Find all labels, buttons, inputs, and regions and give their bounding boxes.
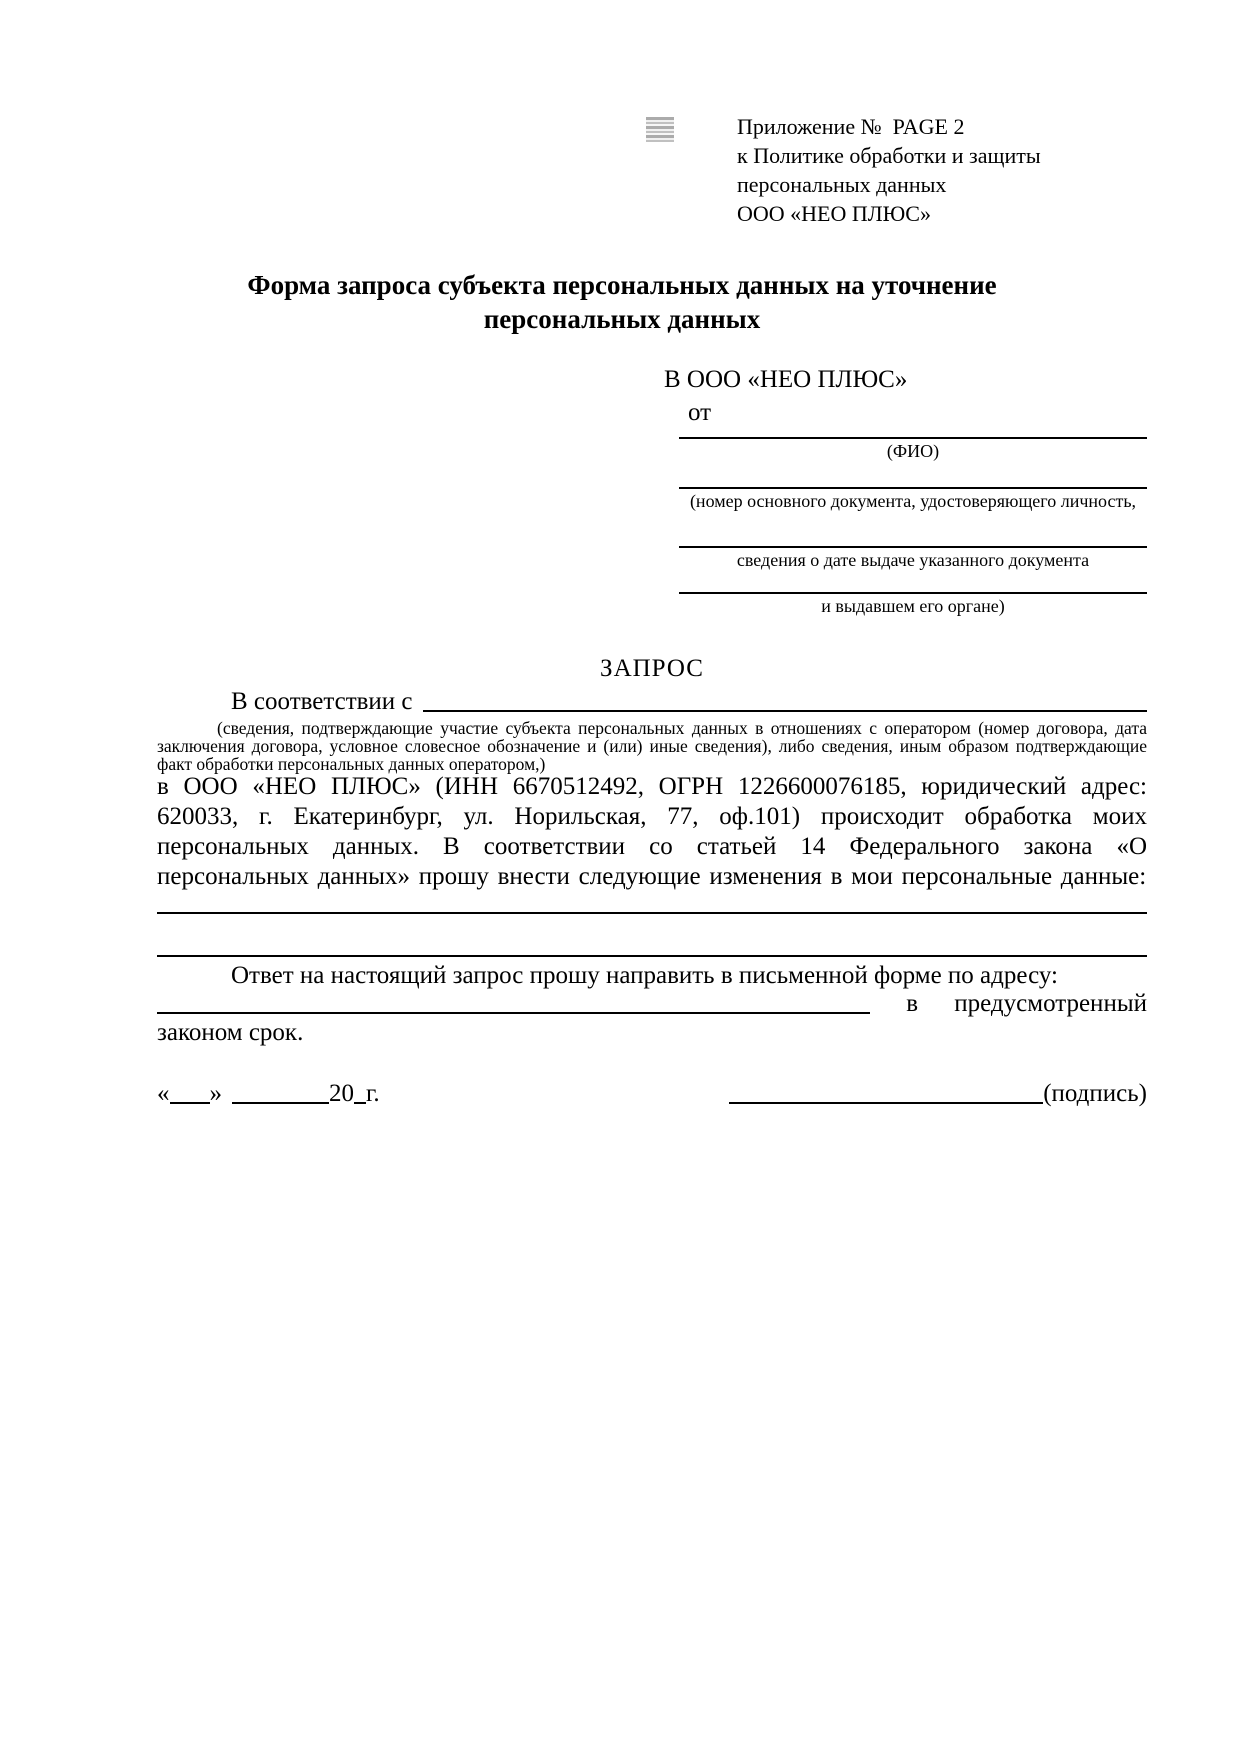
field-doc-issuer-caption: и выдавшем его органе) xyxy=(821,596,1005,616)
addressee-from-label: от xyxy=(688,399,712,426)
signature-caption: (подпись) xyxy=(1043,1080,1147,1107)
date-year-prefix: 20 xyxy=(329,1080,354,1107)
intro-row xyxy=(157,686,1147,717)
field-doc-issue-date xyxy=(679,546,1147,570)
request-heading: ЗАПРОС xyxy=(600,655,704,682)
reply-word-deadline: предусмотренный xyxy=(954,990,1147,1017)
form-title-line-2: персональных данных xyxy=(483,304,761,334)
date-quote-open: « xyxy=(157,1080,170,1107)
date-group xyxy=(157,1078,380,1109)
reply-paragraph-line-2 xyxy=(157,988,1147,1019)
reply-paragraph-line-3: законом срок. xyxy=(157,1019,304,1046)
date-month-blank-line xyxy=(232,1078,329,1104)
date-day-blank-line xyxy=(170,1078,210,1104)
field-fio-caption: (ФИО) xyxy=(886,441,940,461)
field-fio xyxy=(679,437,1147,461)
reply-paragraph-line-1: Ответ на настоящий запрос прошу направить в письменной форме по адресу: xyxy=(231,962,1058,989)
appendix-note-line-3: персональных данных xyxy=(737,172,947,197)
embedded-object-icon xyxy=(646,117,674,142)
date-year-blank-line xyxy=(354,1078,366,1104)
date-gap xyxy=(222,1078,232,1079)
address-blank-line xyxy=(157,988,870,1014)
intro-blank-line xyxy=(423,686,1147,712)
request-body-paragraph: в ООО «НЕО ПЛЮС» (ИНН 6670512492, ОГРН 1226600076185, юридический адрес: 620033, г. Екатеринбург, ул. Норильская, 77, оф.101) происходит обработка моих персональных данных. В соответствии со статьей 14 Федерального закона «О персональных данных» прошу внести следующие изменения в мои персональные данные: xyxy=(157,773,1147,890)
field-doc-number-caption: (номер основного документа, удостоверяющего личность, xyxy=(689,491,1137,511)
date-year-suffix: г. xyxy=(366,1080,380,1107)
field-doc-issue-date-caption: сведения о дате выдаче указанного документа xyxy=(736,550,1090,570)
form-title xyxy=(157,268,1087,336)
addressee-organization: В ООО «НЕО ПЛЮС» xyxy=(664,366,908,393)
appendix-note-line-2: к Политике обработки и защиты xyxy=(737,143,1041,168)
blank-fill-line-1 xyxy=(157,912,1147,914)
date-signature-row xyxy=(157,1078,1147,1109)
field-doc-issuer xyxy=(679,592,1147,616)
field-doc-issue-date-line xyxy=(679,546,1147,548)
field-fio-line xyxy=(679,437,1147,439)
form-title-line-1: Форма запроса субъекта персональных данных на уточнение xyxy=(247,270,997,300)
field-doc-issuer-line xyxy=(679,592,1147,594)
field-doc-number-line xyxy=(679,487,1147,489)
intro-prefix: В соответствии с xyxy=(231,688,413,715)
appendix-note-line-1: Приложение № PAGE 2 xyxy=(737,114,965,139)
fine-print-note: (сведения, подтверждающие участие субъекта персональных данных в отношениях с оператором (номер договора, дата заключения договора, условное словесное обозначение и (или) иные сведения), либо сведения, иным образом подтверждающие факт обработки персональных данных оператором,) xyxy=(157,718,1147,774)
reply-word-in: в xyxy=(906,990,919,1017)
blank-fill-line-2 xyxy=(157,955,1147,957)
signature-group xyxy=(729,1078,1147,1109)
date-quote-close: » xyxy=(209,1080,222,1107)
appendix-note-line-4: ООО «НЕО ПЛЮС» xyxy=(737,201,931,226)
signature-blank-line xyxy=(729,1078,1043,1104)
field-doc-number xyxy=(679,487,1147,511)
appendix-note xyxy=(737,112,1041,228)
